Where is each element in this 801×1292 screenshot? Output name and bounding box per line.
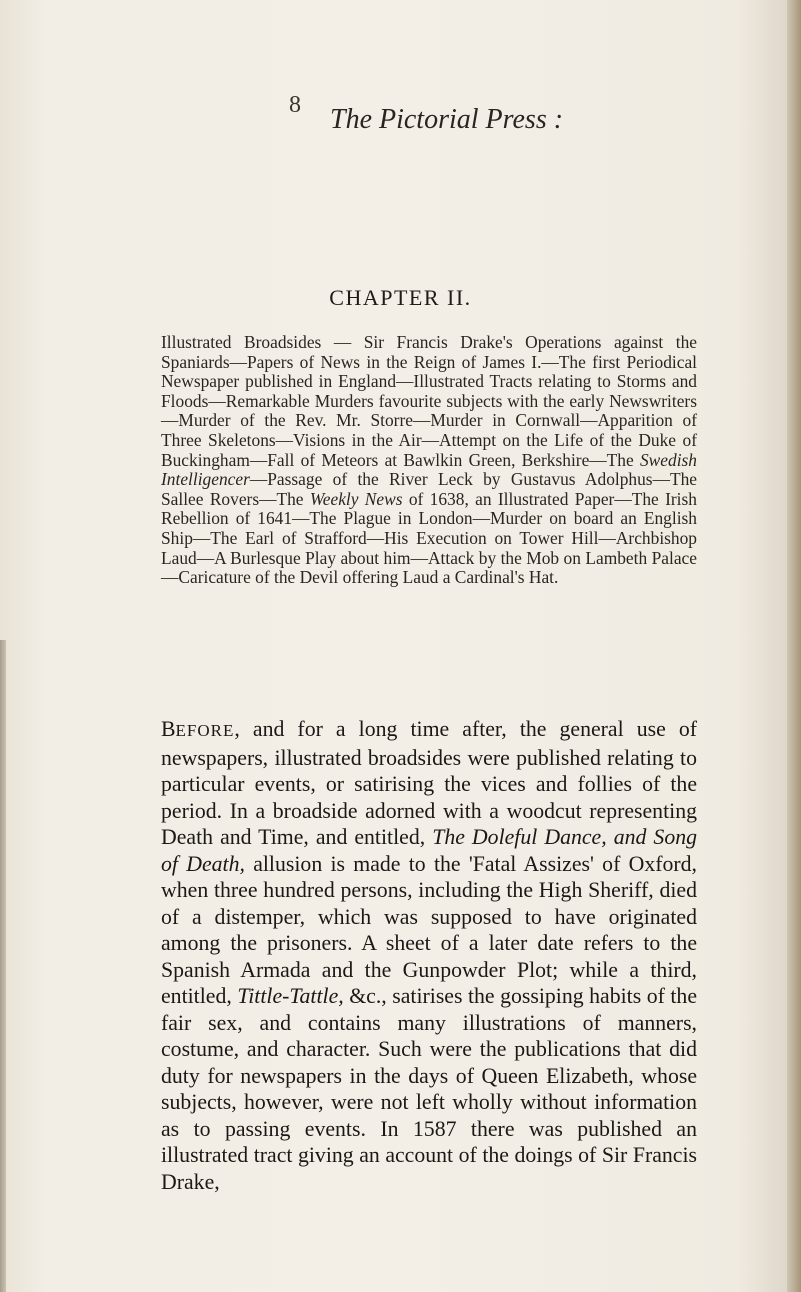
chapter-synopsis <box>161 333 697 588</box>
body-text-2: allusion is made to the 'Fatal Assizes' of Oxford, when three hundred persons, including the High Sheriff, died of a distemper, which was supposed to have originated among the prisoners. A sheet of a later date refers to the Spanish Armada and the Gunpowder Plot; while a third, entitled, <box>161 851 697 1008</box>
body-italic-title-2: Tittle-Tattle, <box>237 984 344 1008</box>
synopsis-text-1: Illustrated Broadsides — Sir Francis Drake's Operations against the Spaniards—Papers of News in the Reign of James I.—The first Periodical Newspaper published in England—Illustrated Tracts relating to Storms and Floods—Remarkable Murders favourite subjects with the early Newswriters—Murder of the Rev. Mr. Storre—Murder in Cornwall—Apparition of Three Skeletons—Visions in the Air—Attempt on the Life of the Duke of Buckingham—Fall of Meteors at Bawlkin Green, Berkshire—The <box>161 332 697 470</box>
synopsis-text-2: —Passage of the River Leck by Gustavus Adolphus—The Sallee Rovers—The <box>161 469 697 509</box>
page-edge-right <box>787 0 801 1292</box>
running-head: The Pictorial Press : <box>330 104 564 135</box>
synopsis-italic-title-2: Weekly News <box>309 488 403 509</box>
chapter-title: CHAPTER II. <box>329 285 472 310</box>
page-edge-left <box>0 640 6 1292</box>
opening-word-rest: EFORE <box>175 721 235 740</box>
body-text-3: &c., satirises the gossiping habits of the fair sex, and contains many illustrations of manners, costume, and character. Such were the publications that did duty for newspapers in the days of Queen Elizabeth, whose subjects, however, were not left wholly without information as to passing events. In 1587 there was published an illustrated tract giving an account of the doings of Sir Francis Drake, <box>161 984 697 1194</box>
synopsis-text-3: of 1638, an Illustrated Paper—The Irish Rebellion of 1641—The Plague in London—Murder on board an English Ship—The Earl of Strafford—His Execution on Tower Hill—Archbishop Laud—A Burlesque Play about him—Attack by the Mob on Lambeth Palace—Caricature of the Devil offering Laud a Cardinal's Hat. <box>161 488 697 588</box>
synopsis-italic-title-1: Swedish Intelligencer <box>161 449 697 490</box>
opening-initial: B <box>161 717 176 741</box>
page-number: 8 <box>289 92 301 118</box>
body-text-1: , and for a long time after, the general use of newspapers, illustrated broadsides were published relating to particular events, or satirising the vices and follies of the period. In a broadside adorned with a woodcut representing Death and Time, and entitled, <box>161 717 697 849</box>
body-italic-title-1: The Doleful Dance, and Song of Death, <box>161 825 698 876</box>
body-paragraph <box>161 716 697 1195</box>
